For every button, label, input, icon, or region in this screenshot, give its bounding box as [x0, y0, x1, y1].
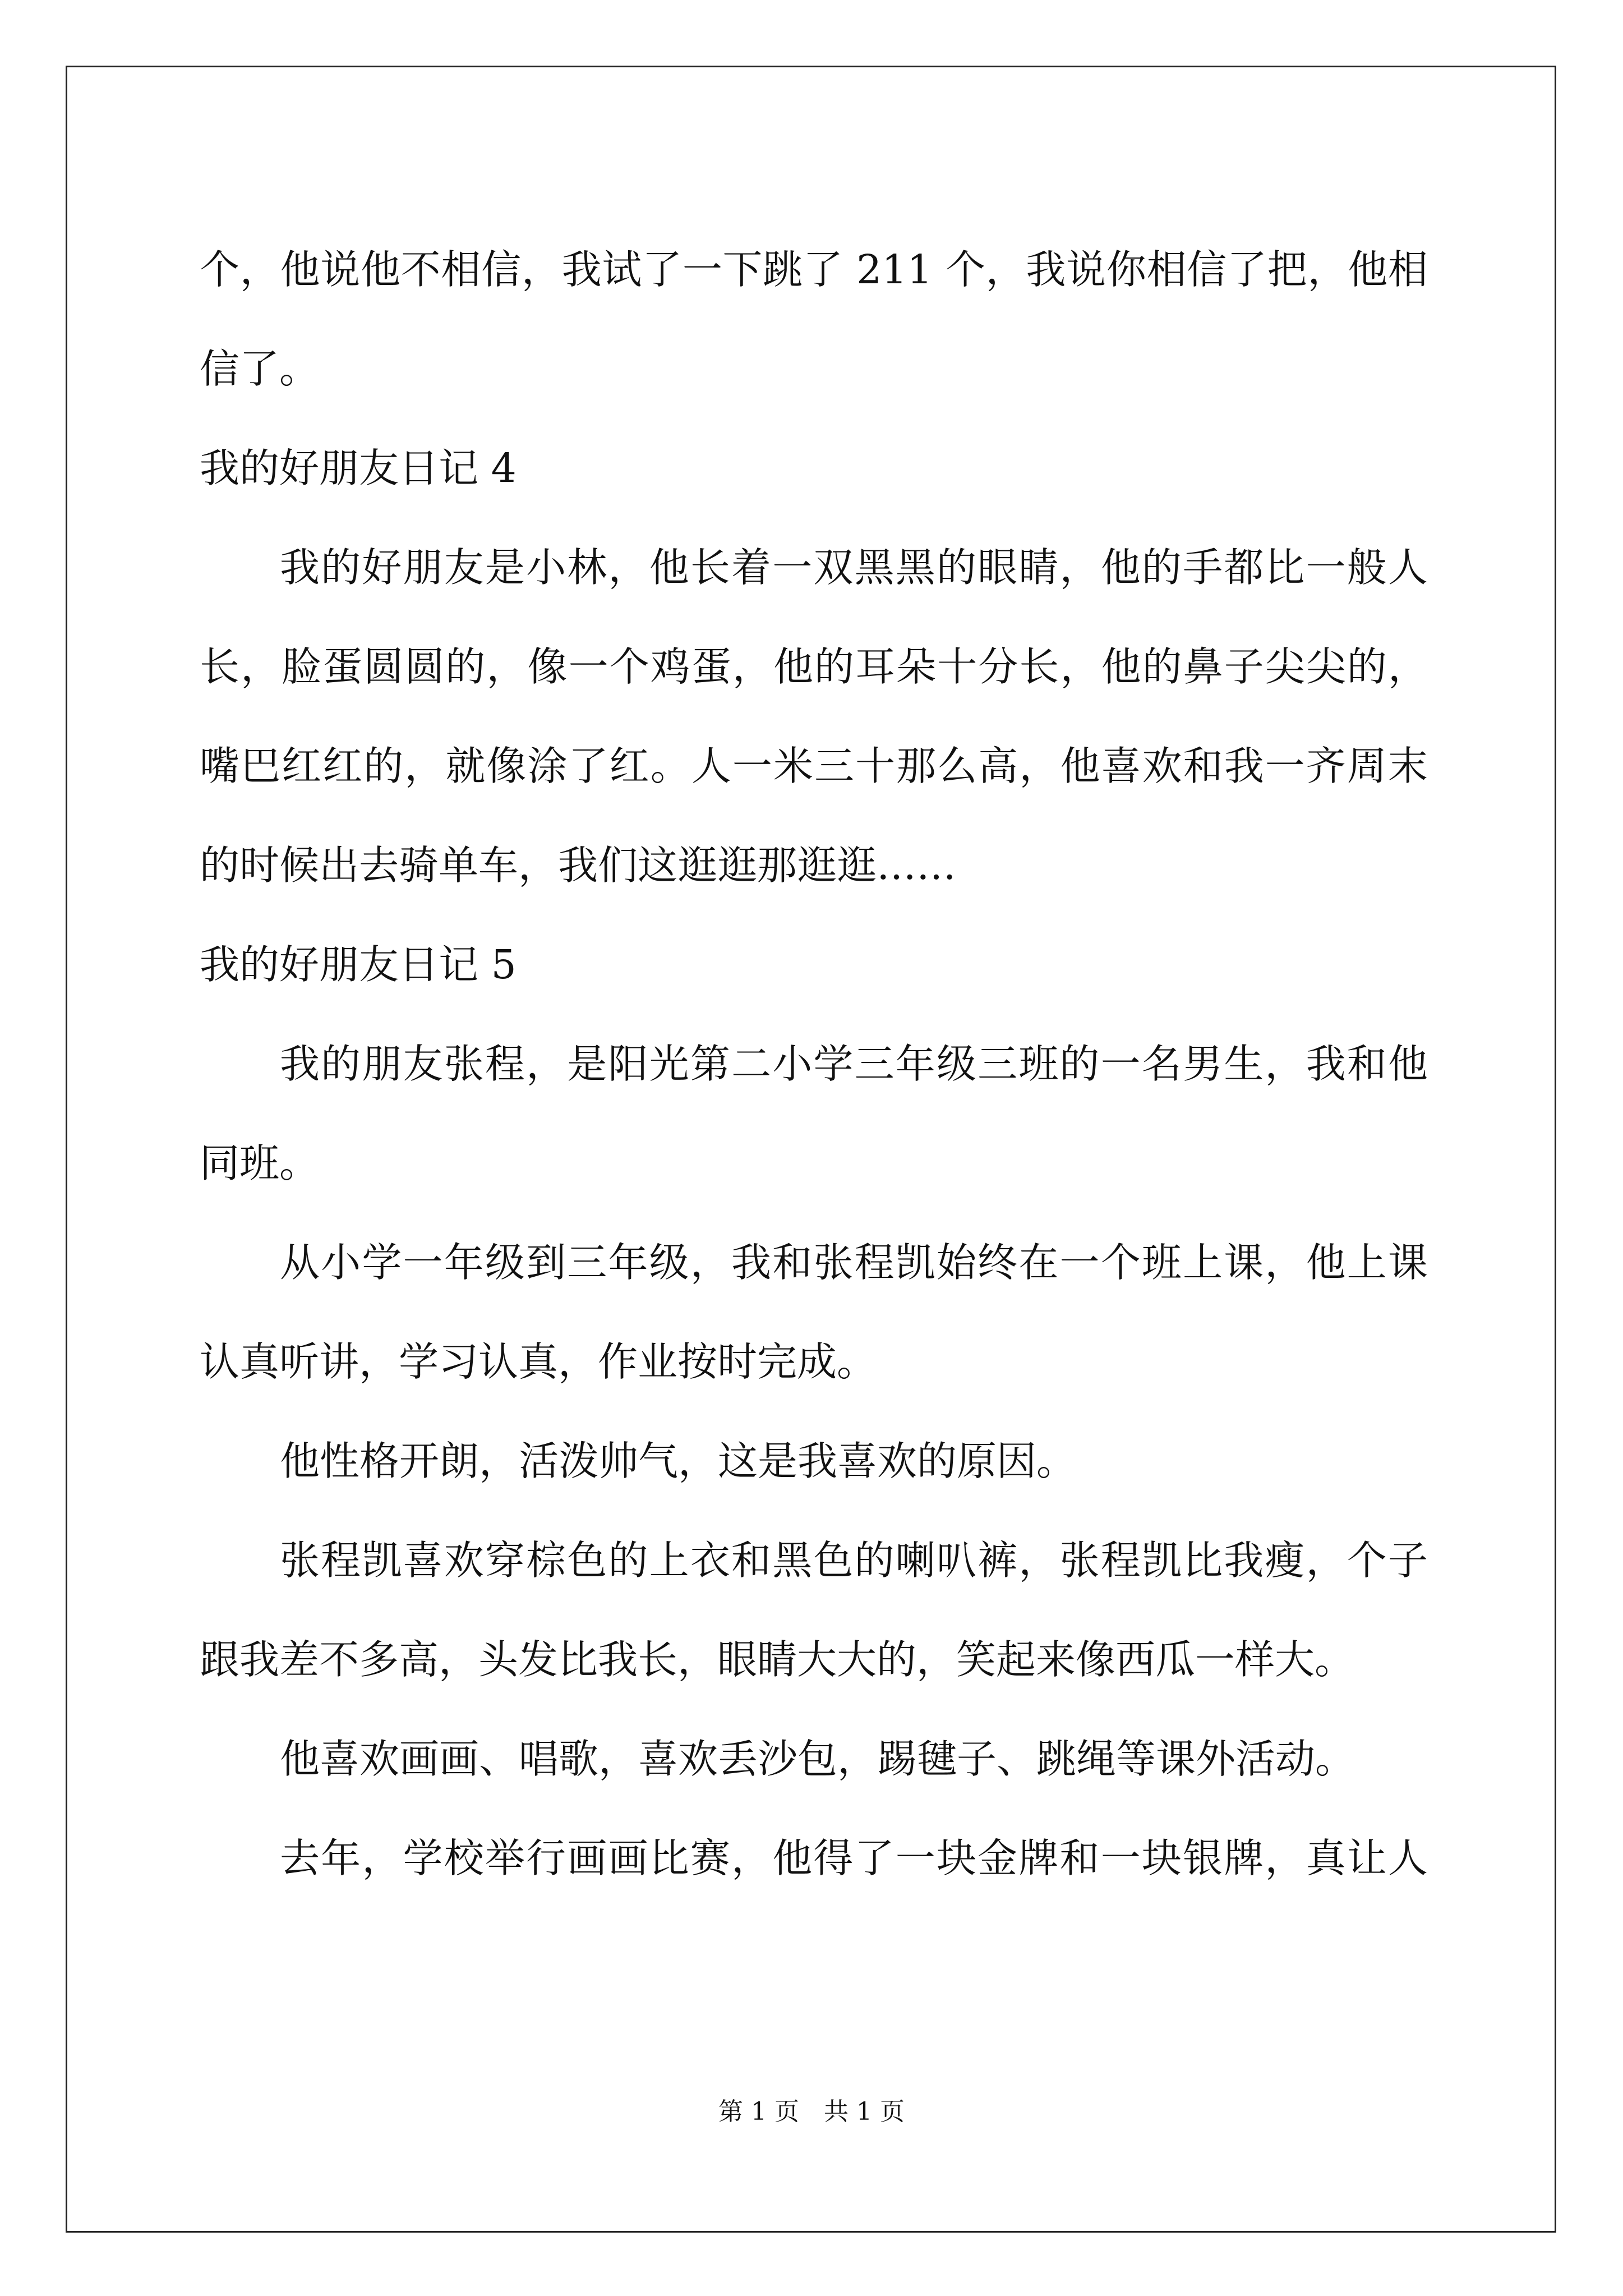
text-line-11: 从小学一年级到三年级，我和张程凯始终在一个班上课，他上课 [280, 1239, 1428, 1286]
text-line-9: 我的朋友张程，是阳光第二小学三年级三班的一名男生，我和他 [280, 1041, 1428, 1087]
page-number-label: 第 1 页 共 1 页 [718, 2097, 905, 2126]
text-line-15: 跟我差不多高，头发比我长，眼睛大大的，笑起来像西瓜一样大。 [200, 1636, 1355, 1683]
text-line-16: 他喜欢画画、唱歌，喜欢丢沙包，踢毽子、跳绳等课外活动。 [280, 1736, 1355, 1782]
text-line-2: 信了。 [200, 346, 320, 392]
text-line-6: 嘴巴红红的，就像涂了红。人一米三十那么高，他喜欢和我一齐周末 [200, 743, 1428, 789]
text-line-12: 认真听讲，学习认真，作业按时完成。 [200, 1338, 877, 1385]
section-heading-5: 我的好朋友日记 5 [200, 941, 517, 988]
section-heading-4: 我的好朋友日记 4 [200, 445, 517, 491]
text-line-17: 去年，学校举行画画比赛，他得了一块金牌和一块银牌，真让人 [280, 1835, 1428, 1881]
text-line-1: 个，他说他不相信，我试了一下跳了 211 个，我说你相信了把，他相 [200, 246, 1428, 293]
text-line-13: 他性格开朗，活泼帅气，这是我喜欢的原因。 [280, 1438, 1077, 1484]
document-body [200, 220, 1428, 1908]
text-line-5: 长，脸蛋圆圆的，像一个鸡蛋，他的耳朵十分长，他的鼻子尖尖的， [200, 643, 1428, 690]
text-line-7: 的时候出去骑单车，我们这逛逛那逛逛…… [200, 842, 957, 889]
text-line-14: 张程凯喜欢穿棕色的上衣和黑色的喇叭裤，张程凯比我瘦，个子 [280, 1537, 1428, 1584]
page-footer [0, 2095, 1623, 2129]
text-line-10: 同班。 [200, 1140, 320, 1186]
text-line-4: 我的好朋友是小林，他长着一双黑黑的眼睛，他的手都比一般人 [280, 544, 1428, 591]
